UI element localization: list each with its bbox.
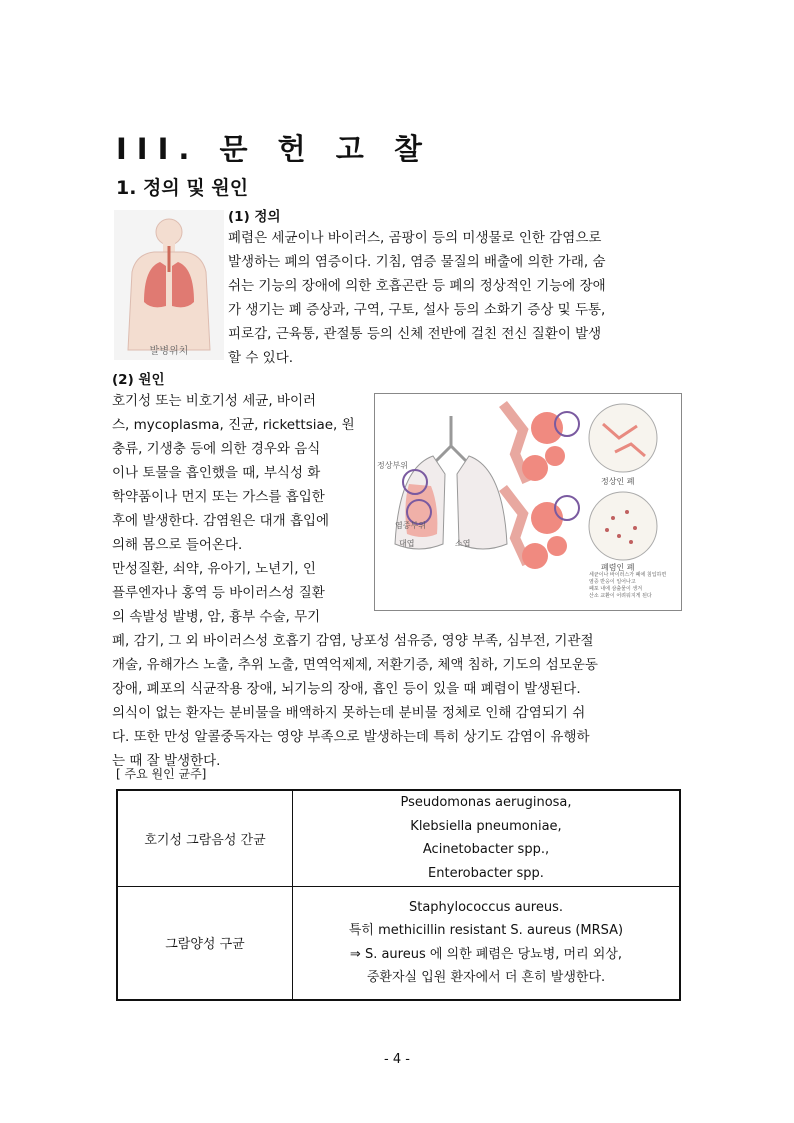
text-line: 개술, 유해가스 노출, 추위 노출, 면역억제제, 저환기증, 체액 침하, 기도의 섬모운동 — [112, 657, 598, 673]
left-lung-label: 대엽 — [399, 539, 415, 548]
pathogen-group: 호기성 그람음성 간균 — [117, 790, 293, 886]
text-line: 의해 몸으로 들어온다. — [112, 537, 243, 553]
text-line: 충류, 기생충 등에 의한 경우와 음식 — [112, 441, 321, 457]
human-torso-illustration — [114, 210, 224, 360]
text-line: 의 속발성 발병, 암, 흉부 수술, 무기 — [112, 609, 321, 625]
pathogen-list — [293, 886, 681, 1000]
note-line: 염증 반응이 일어나고 — [589, 579, 636, 585]
pathogen-line: Staphylococcus aureus. — [408, 899, 563, 915]
table-row — [117, 886, 680, 1000]
pathogen-group: 그람양성 구균 — [117, 886, 293, 1000]
pathogen-list — [293, 790, 681, 886]
pneumonia-illustration — [374, 393, 682, 611]
text-line: 피로감, 근육통, 관절통 등의 신체 전반에 걸친 전신 질환이 발생 — [228, 326, 602, 342]
text-line: 스, mycoplasma, 진균, rickettsiae, 원 — [112, 417, 355, 433]
text-line: 는 때 잘 발생한다. — [112, 753, 221, 769]
figure-caption: 발병위치 — [149, 346, 189, 357]
pathogen-line: 중환자실 입원 환자에서 더 흔히 발생한다. — [366, 970, 606, 986]
chapter-heading: III. 문 헌 고 찰 — [116, 132, 432, 166]
text-line: 후에 발생한다. 감염원은 대개 흡입에 — [112, 513, 330, 529]
page-number: - 4 - — [384, 1052, 410, 1067]
text-line: 장애, 폐포의 식균작용 장애, 뇌기능의 장애, 흡인 등이 있을 때 폐렴이 발생된다. — [112, 681, 581, 697]
text-line: 폐렴은 세균이나 바이러스, 곰팡이 등의 미생물로 인한 감염으로 — [228, 230, 602, 246]
lung-location-figure — [114, 210, 224, 360]
text-line: 쉬는 기능의 장애에 의한 호흡곤란 등 폐의 정상적인 기능에 장애 — [228, 278, 606, 294]
pneumonia-lung-caption: 폐렴인 폐 — [601, 563, 635, 572]
pathogen-line: Pseudomonas aeruginosa, — [400, 795, 572, 811]
text-line: 이나 토물을 흡인했을 때, 부식성 화 — [112, 465, 321, 481]
text-line: 플루엔자나 홍역 등 바이러스성 질환 — [112, 585, 325, 601]
inflamed-area-label: 염증부위 — [395, 521, 426, 530]
note-line: 산소 교환이 어려워지게 된다 — [589, 593, 652, 599]
text-line: 폐, 감기, 그 외 바이러스성 호흡기 감염, 낭포성 섬유증, 영양 부족, 심부전, 기관절 — [112, 633, 594, 649]
pathogen-line: 특히 methicillin resistant S. aureus (MRSA) — [348, 923, 624, 939]
note-line: 세균이나 바이러스가 폐에 침입하면 — [589, 572, 667, 578]
cause-paragraph-wide — [112, 629, 680, 773]
pathogen-line: Enterobacter spp. — [428, 865, 544, 881]
pathogen-line: Klebsiella pneumoniae, — [410, 818, 562, 834]
text-line: 발생하는 폐의 염증이다. 기침, 염증 물질의 배출에 의한 가래, 숨 — [228, 254, 606, 270]
table-row — [117, 790, 680, 886]
pathogen-table — [116, 789, 681, 1001]
definition-paragraph — [228, 226, 680, 370]
normal-area-label: 정상부위 — [377, 461, 408, 470]
cause-heading: (2) 원인 — [112, 372, 165, 388]
cause-paragraph-narrow — [112, 389, 368, 629]
illustration-note — [589, 572, 666, 600]
text-line: 다. 또한 만성 알콜중독자는 영양 부족으로 발생하는데 특히 상기도 감염이 유행하 — [112, 729, 590, 745]
text-line: 만성질환, 쇠약, 유아기, 노년기, 인 — [112, 561, 316, 577]
pathogen-line: Acinetobacter spp., — [422, 842, 550, 858]
text-line: 할 수 있다. — [228, 350, 294, 366]
table-caption: [ 주요 원인 균주] — [116, 767, 207, 781]
text-line: 의식이 없는 환자는 분비물을 배액하지 못하는데 분비물 정체로 인해 감염되기 쉬 — [112, 705, 586, 721]
text-line: 학약품이나 먼지 또는 가스를 흡입한 — [112, 489, 325, 505]
normal-lung-caption: 정상인 폐 — [601, 477, 635, 486]
section-heading: 1. 정의 및 원인 — [116, 177, 249, 199]
pathogen-line: ⇒ S. aureus 에 의한 폐렴은 당뇨병, 머리 외상, — [349, 946, 623, 962]
definition-heading: (1) 정의 — [228, 209, 281, 225]
right-lung-label: 소엽 — [455, 539, 471, 548]
text-line: 가 생기는 폐 증상과, 구역, 구토, 설사 등의 소화기 증상 및 두통, — [228, 302, 606, 318]
note-line: 폐포 내에 삼출물이 생겨 — [589, 586, 643, 592]
text-line: 호기성 또는 비호기성 세균, 바이러 — [112, 393, 317, 409]
